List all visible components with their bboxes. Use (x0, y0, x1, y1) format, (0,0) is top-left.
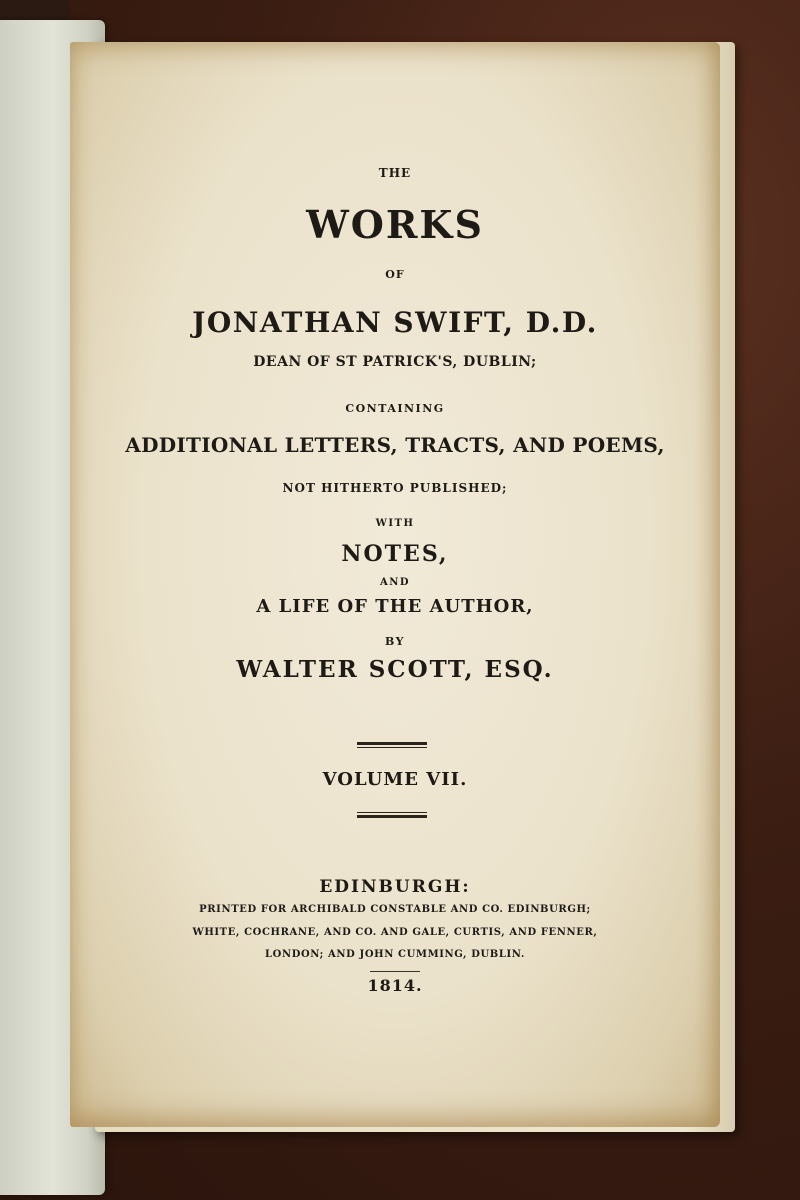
imprint-line-1: PRINTED FOR ARCHIBALD CONSTABLE AND CO. EDINBURGH; (199, 904, 591, 915)
imprint-city: EDINBURGH: (319, 877, 471, 897)
editor-name: WALTER SCOTT, ESQ. (236, 656, 554, 683)
not-hitherto-published: NOT HITHERTO PUBLISHED; (282, 481, 508, 495)
life-of-author: A LIFE OF THE AUTHOR, (256, 596, 534, 617)
by-label: BY (385, 635, 405, 648)
contents-description: ADDITIONAL LETTERS, TRACTS, AND POEMS, (125, 433, 665, 457)
rule-above-volume (357, 742, 427, 748)
rule-above-year (370, 971, 420, 972)
with-label: WITH (375, 518, 415, 529)
title-page (70, 42, 720, 1127)
author-name: JONATHAN SWIFT, D.D. (192, 306, 598, 339)
publication-year: 1814. (367, 976, 423, 995)
volume-number: VOLUME VII. (322, 769, 468, 790)
containing-label: CONTAINING (345, 402, 445, 415)
title-of: OF (385, 268, 405, 281)
rule-below-volume (357, 812, 427, 818)
notes-label: NOTES, (341, 541, 449, 567)
imprint-line-2: WHITE, COCHRANE, AND CO. AND GALE, CURTIS, AND FENNER, (192, 927, 598, 938)
author-title: DEAN OF ST PATRICK'S, DUBLIN; (253, 354, 537, 370)
title-main: WORKS (306, 202, 484, 247)
title-article: THE (378, 166, 412, 180)
and-label: AND (379, 577, 411, 588)
imprint-line-3: LONDON; AND JOHN CUMMING, DUBLIN. (265, 949, 525, 960)
